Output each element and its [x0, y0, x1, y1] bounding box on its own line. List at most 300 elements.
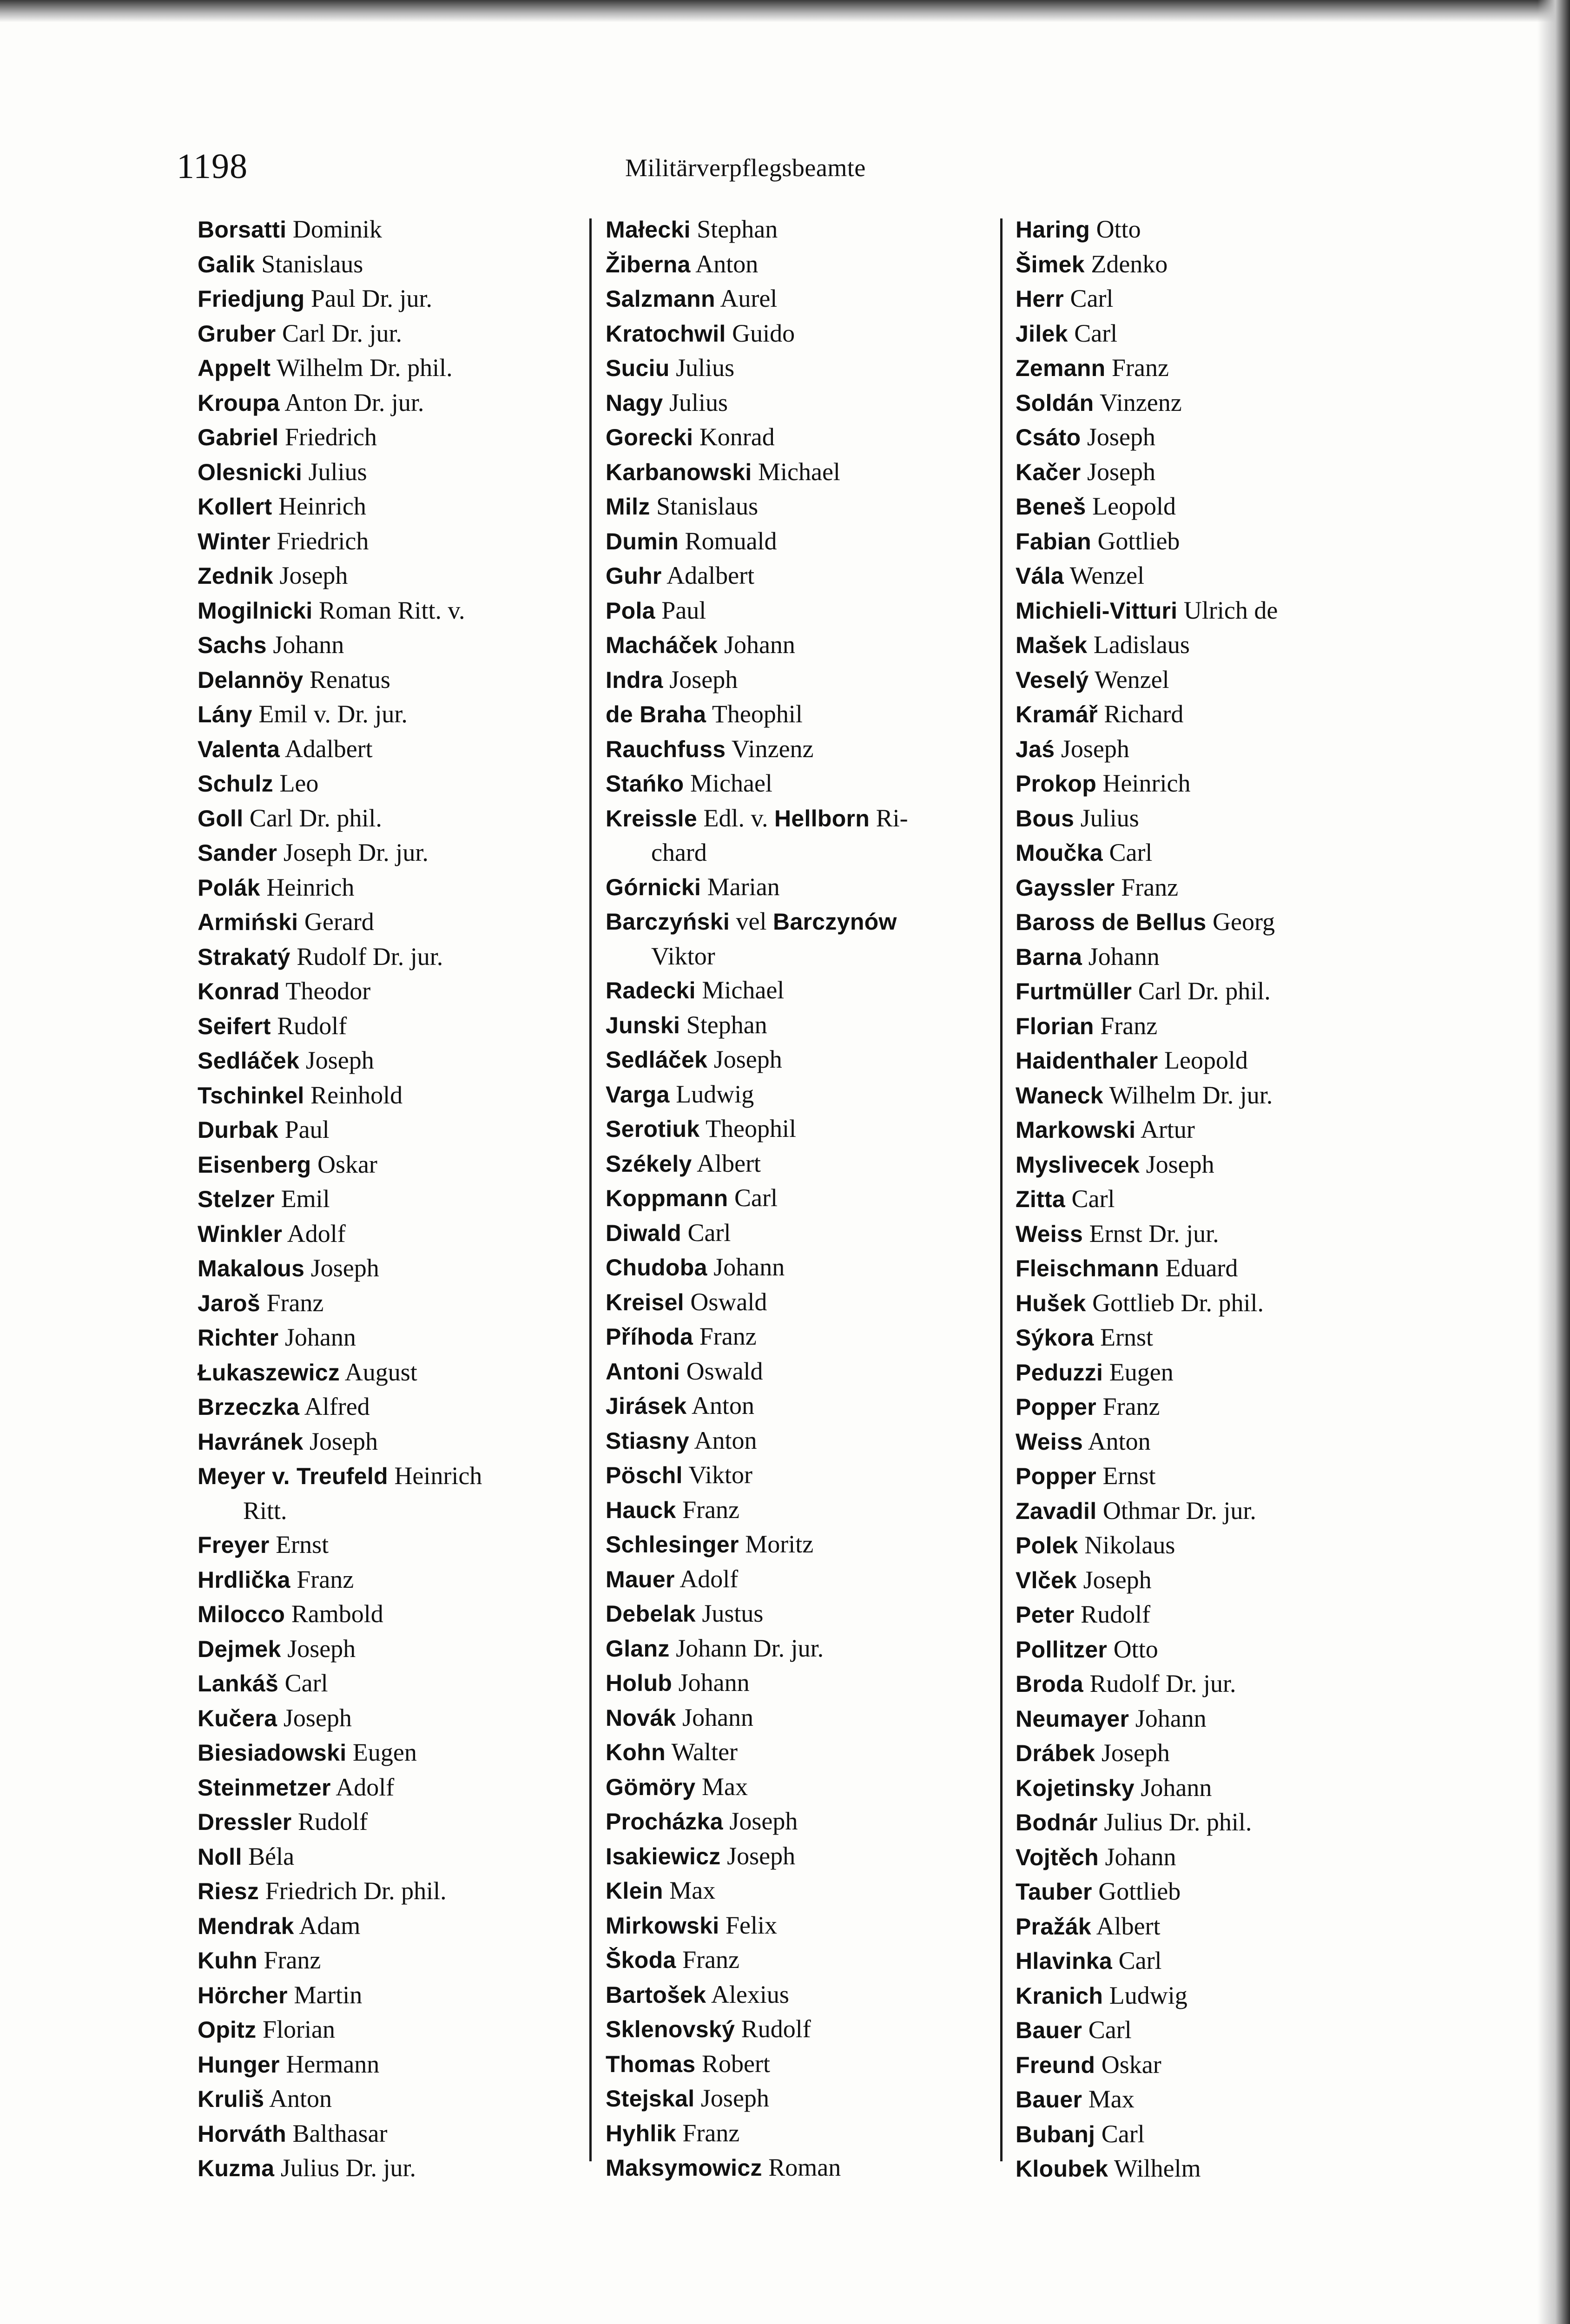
list-item — [606, 1943, 996, 1978]
surname: Hunger — [198, 2051, 280, 2078]
surname-secondary: Barczynów — [773, 909, 897, 935]
given-name: Ernst — [1100, 1323, 1154, 1351]
surname: Kuzma — [198, 2155, 275, 2181]
list-item — [1016, 1078, 1443, 1113]
list-item — [1016, 2152, 1443, 2186]
given-name: Leopold — [1164, 1046, 1248, 1074]
surname: Polák — [198, 874, 260, 901]
column-divider-1 — [589, 218, 592, 2161]
given-name: Franz — [682, 1495, 740, 1524]
surname: Varga — [606, 1081, 670, 1108]
surname: Salzmann — [606, 286, 715, 312]
surname: Górnicki — [606, 874, 701, 900]
given-name: Joseph — [700, 2084, 769, 2112]
list-item — [198, 247, 569, 282]
list-item — [606, 386, 996, 421]
given-name: Oskar — [1101, 2050, 1161, 2079]
given-name: Emil — [281, 1185, 330, 1213]
surname: Jaroš — [198, 1290, 260, 1316]
given-name: Franz — [1121, 873, 1179, 901]
surname: Chudoba — [606, 1254, 707, 1281]
surname: Olesnicki — [198, 459, 303, 485]
list-item — [198, 351, 569, 386]
list-item — [198, 1355, 569, 1390]
list-item — [198, 1078, 569, 1113]
given-name: Ernst — [276, 1531, 329, 1558]
surname: Kuhn — [198, 1948, 257, 1974]
given-name: Johann — [1135, 1704, 1207, 1732]
list-item — [606, 1250, 996, 1285]
surname: Dumin — [606, 528, 679, 555]
given-name: Gottlieb — [1098, 1877, 1181, 1905]
given-name: Felix — [725, 1911, 777, 1939]
list-item — [606, 1458, 996, 1493]
list-item — [1016, 905, 1443, 940]
surname: Bauer — [1016, 2017, 1082, 2043]
given-name: Justus — [702, 1599, 764, 1627]
given-name: Joseph — [729, 1807, 798, 1835]
list-item — [606, 801, 996, 836]
surname: Suciu — [606, 355, 670, 381]
surname: Isakiewicz — [606, 1843, 721, 1869]
surname: Łukaszewicz — [198, 1359, 340, 1386]
list-item — [198, 1148, 569, 1182]
given-name: Leo — [279, 769, 319, 797]
surname: Novák — [606, 1704, 676, 1731]
given-name: Michael — [758, 457, 840, 486]
name-column-3 — [1016, 212, 1443, 2186]
given-name: Friedrich — [284, 423, 377, 451]
list-item — [1016, 559, 1443, 594]
given-name: Leopold — [1092, 492, 1176, 520]
list-item — [1016, 663, 1443, 698]
list-item — [198, 1113, 569, 1148]
surname: Milocco — [198, 1601, 285, 1627]
surname: Mogilnicki — [198, 597, 313, 624]
list-item — [606, 1874, 996, 1908]
surname: Bubanj — [1016, 2121, 1095, 2147]
surname: Kačer — [1016, 459, 1081, 485]
page-right-edge-shadow — [1537, 0, 1570, 2324]
given-name: Joseph — [669, 665, 738, 693]
given-name: Konrad — [699, 423, 775, 451]
list-item — [1016, 1667, 1443, 1702]
list-item — [1016, 594, 1443, 628]
list-item — [198, 1251, 569, 1286]
given-name: Carl — [1109, 838, 1153, 866]
given-name: Julius Dr. jur. — [280, 2154, 416, 2182]
list-item — [606, 1562, 996, 1597]
list-item — [198, 1770, 569, 1805]
surname: Kruliš — [198, 2086, 264, 2112]
surname: Fabian — [1016, 528, 1091, 555]
list-item — [606, 1735, 996, 1770]
given-name: Stephan — [697, 215, 778, 243]
surname: Žiberna — [606, 251, 691, 277]
list-item — [198, 524, 569, 559]
given-name: Ernst — [1102, 1462, 1156, 1490]
surname: Moučka — [1016, 840, 1103, 866]
surname: Antoni — [606, 1358, 680, 1385]
surname: Zitta — [1016, 1186, 1066, 1212]
list-item — [606, 524, 996, 559]
list-item — [606, 1597, 996, 1631]
surname: Meyer v. Treufeld — [198, 1463, 388, 1489]
given-name: Renatus — [309, 665, 390, 693]
list-item — [198, 489, 569, 524]
list-item — [1016, 1598, 1443, 1632]
given-name: Oswald — [690, 1287, 767, 1316]
surname: Soldán — [1016, 390, 1094, 416]
list-item — [198, 1286, 569, 1321]
given-name: Rudolf — [298, 1808, 368, 1835]
list-item — [606, 732, 996, 767]
surname: Gabriel — [198, 424, 279, 450]
list-item — [1016, 524, 1443, 559]
given-name: Béla — [248, 1842, 295, 1870]
list-item — [198, 628, 569, 663]
surname: Mendrak — [198, 1913, 294, 1939]
list-item — [606, 1008, 996, 1043]
list-item — [1016, 351, 1443, 386]
given-name: Dominik — [292, 215, 382, 243]
list-item — [606, 455, 996, 490]
given-name: Joseph Dr. jur. — [283, 838, 429, 866]
surname: Neumayer — [1016, 1705, 1129, 1732]
list-item — [198, 1217, 569, 1252]
given-name: Viktor — [688, 1461, 753, 1489]
given-name: Artur — [1140, 1116, 1195, 1143]
surname: Brzeczka — [198, 1394, 300, 1420]
given-name: Johann — [273, 631, 344, 659]
given-name: Joseph — [713, 1045, 782, 1073]
list-item — [606, 1216, 996, 1251]
given-name: August — [344, 1358, 417, 1386]
given-name: Julius — [669, 388, 728, 416]
list-item — [198, 905, 569, 940]
surname: Markowski — [1016, 1117, 1136, 1143]
given-name: Balthasar — [292, 2119, 388, 2147]
list-item — [606, 1493, 996, 1528]
given-name: Adolf — [287, 1219, 346, 1248]
given-name: Carl Dr. jur. — [282, 319, 402, 347]
list-item — [198, 1978, 569, 2013]
list-item — [198, 1597, 569, 1632]
surname: Biesiadowski — [198, 1740, 347, 1766]
list-item — [198, 1043, 569, 1078]
surname: Lány — [198, 701, 252, 727]
list-item — [198, 1909, 569, 1944]
given-name: Franz — [699, 1322, 757, 1350]
given-name: Anton — [269, 2085, 332, 2113]
list-item — [1016, 1840, 1443, 1875]
surname: Opitz — [198, 2017, 257, 2043]
given-name: Gottlieb — [1097, 527, 1180, 555]
given-name: Joseph — [305, 1046, 374, 1074]
list-item — [606, 1839, 996, 1874]
list-item — [606, 351, 996, 386]
given-name: Franz — [682, 1946, 740, 1974]
list-item — [606, 1978, 996, 2013]
list-item — [198, 871, 569, 905]
given-name: Othmar Dr. jur. — [1102, 1496, 1256, 1525]
given-name: Joseph — [727, 1842, 796, 1870]
surname: Jaś — [1016, 736, 1055, 762]
list-item — [606, 282, 996, 317]
list-item — [606, 559, 996, 594]
list-item — [1016, 386, 1443, 421]
given-name: Florian — [262, 2015, 335, 2043]
surname: Kranich — [1016, 1982, 1103, 2009]
surname: Kučera — [198, 1705, 277, 1731]
surname: Vlček — [1016, 1567, 1077, 1593]
given-name: Walter — [671, 1738, 738, 1766]
surname: Durbak — [198, 1117, 279, 1143]
list-item — [1016, 1979, 1443, 2014]
surname: Freund — [1016, 2052, 1095, 2078]
surname: Serotiuk — [606, 1116, 700, 1142]
given-name: Johann — [1105, 1842, 1176, 1871]
list-item — [1016, 1459, 1443, 1494]
surname: Mirkowski — [606, 1912, 719, 1939]
given-name: Friedrich — [277, 527, 369, 555]
surname: Tschinkel — [198, 1082, 304, 1109]
given-name: Michael — [690, 769, 772, 797]
list-item — [1016, 1632, 1443, 1667]
surname: Vála — [1016, 563, 1064, 589]
surname: Hyhlik — [606, 2120, 676, 2146]
list-item — [198, 1563, 569, 1598]
surname: Kratochwil — [606, 320, 726, 347]
given-name: Heinrich — [278, 492, 366, 520]
given-name: Julius Dr. phil. — [1104, 1808, 1252, 1836]
list-item — [198, 1390, 569, 1425]
list-item — [198, 317, 569, 351]
given-name: Guido — [732, 319, 795, 347]
surname: Goll — [198, 805, 244, 832]
given-name: Stephan — [686, 1010, 767, 1039]
list-item — [1016, 489, 1443, 524]
given-name: Ritt. — [243, 1496, 287, 1525]
list-item — [198, 1874, 569, 1909]
list-item — [606, 1285, 996, 1320]
surname: Bauer — [1016, 2086, 1082, 2113]
given-name: Julius — [676, 354, 735, 382]
surname: Lankáš — [198, 1670, 279, 1697]
list-item — [198, 974, 569, 1009]
given-name: Rudolf — [741, 2015, 811, 2043]
given-name: Edl. v. — [703, 804, 774, 832]
given-name: Johann — [678, 1669, 750, 1697]
given-name: Franz — [682, 2119, 740, 2147]
surname: Kohn — [606, 1739, 666, 1765]
list-item — [606, 1631, 996, 1666]
list-item — [1016, 1251, 1443, 1286]
surname: Stańko — [606, 771, 684, 797]
given-name: Carl — [1101, 2119, 1145, 2148]
list-item — [1016, 732, 1443, 767]
given-name: Julius — [308, 457, 367, 486]
given-name: Wenzel — [1069, 561, 1145, 589]
given-name: Albert — [697, 1149, 761, 1177]
given-name: Max — [702, 1772, 748, 1801]
list-item — [606, 594, 996, 628]
list-item — [1016, 1425, 1443, 1459]
given-name: Zdenko — [1091, 250, 1168, 278]
surname: Gruber — [198, 320, 276, 347]
list-item — [606, 2012, 996, 2047]
list-item — [1016, 766, 1443, 801]
given-name: Theophil — [705, 1115, 796, 1142]
surname: Kreissle — [606, 805, 697, 832]
surname: Tauber — [1016, 1879, 1092, 1905]
list-item — [198, 2013, 569, 2047]
list-item — [1016, 1736, 1443, 1771]
surname: Pöschl — [606, 1462, 683, 1488]
surname: Sedláček — [606, 1047, 708, 1073]
surname: Kroupa — [198, 390, 280, 416]
list-item — [198, 697, 569, 732]
surname: Barna — [1016, 944, 1082, 970]
surname: Kreisel — [606, 1289, 684, 1315]
list-item — [1016, 836, 1443, 871]
given-name: Ludwig — [676, 1080, 754, 1108]
list-item — [1016, 1113, 1443, 1148]
surname: Schulz — [198, 771, 273, 797]
given-name: Anton — [694, 1426, 757, 1454]
name-column-2 — [606, 212, 996, 2185]
list-item — [1016, 317, 1443, 351]
surname: Milz — [606, 494, 650, 520]
list-item — [198, 732, 569, 767]
surname: Kojetinsky — [1016, 1775, 1135, 1801]
surname: Makalous — [198, 1255, 305, 1281]
surname: Zednik — [198, 563, 273, 589]
surname: Veselý — [1016, 667, 1089, 693]
surname: Noll — [198, 1843, 242, 1870]
list-item — [1016, 1909, 1443, 1944]
given-name: Joseph — [310, 1427, 378, 1455]
running-title: Militärverpflegsbeamte — [625, 154, 866, 182]
surname: Maksymowicz — [606, 2155, 762, 2181]
list-item — [606, 317, 996, 351]
list-item — [198, 282, 569, 317]
given-name: Hermann — [286, 2050, 380, 2078]
surname: Rauchfuss — [606, 736, 726, 762]
given-name: Theophil — [712, 700, 803, 728]
list-item-continuation — [606, 836, 996, 870]
surname: Haidenthaler — [1016, 1048, 1158, 1074]
given-name: Friedrich Dr. phil. — [265, 1877, 447, 1905]
list-item — [1016, 1355, 1443, 1390]
given-name: Michael — [702, 976, 785, 1004]
surname: Winter — [198, 528, 270, 555]
surname: Waneck — [1016, 1082, 1103, 1109]
list-item — [606, 1112, 996, 1147]
surname: Valenta — [198, 736, 280, 762]
surname: Peduzzi — [1016, 1359, 1103, 1386]
list-item — [606, 1181, 996, 1216]
list-item — [198, 1736, 569, 1770]
list-item — [198, 420, 569, 455]
given-name: Carl — [1071, 1185, 1115, 1213]
list-item — [606, 2081, 996, 2116]
given-name: Carl Dr. phil. — [249, 804, 382, 832]
surname: de Braha — [606, 701, 706, 727]
surname: Macháček — [606, 632, 718, 658]
given-name: Alfred — [304, 1393, 370, 1420]
surname: Hlavinka — [1016, 1948, 1113, 1974]
given-name: Johann — [713, 1253, 785, 1281]
list-item — [1016, 871, 1443, 905]
list-item — [198, 1320, 569, 1355]
list-item — [606, 663, 996, 698]
list-item — [606, 420, 996, 455]
given-name: Georg — [1213, 908, 1275, 936]
list-item — [606, 1527, 996, 1562]
list-item — [606, 1320, 996, 1354]
surname: Prokop — [1016, 771, 1097, 797]
given-name: Aurel — [720, 284, 778, 312]
list-item — [1016, 212, 1443, 247]
given-name: Carl — [1074, 319, 1118, 347]
given-name: Julius — [1080, 804, 1139, 832]
list-item — [198, 594, 569, 628]
surname: Michieli-Vitturi — [1016, 597, 1178, 624]
column-divider-2 — [1000, 218, 1003, 2161]
given-name: Adolf — [679, 1565, 739, 1593]
given-name: vel — [736, 907, 773, 935]
surname: Riesz — [198, 1878, 259, 1904]
list-item-continuation — [606, 939, 996, 974]
list-item — [606, 1666, 996, 1701]
given-name: Carl — [284, 1669, 328, 1697]
given-name: Roman Ritt. v. — [318, 596, 465, 624]
list-item — [606, 973, 996, 1008]
given-name: Wilhelm Dr. phil. — [276, 354, 453, 382]
surname: Małecki — [606, 217, 691, 243]
given-name: Gottlieb Dr. phil. — [1092, 1288, 1264, 1317]
surname: Hrdlička — [198, 1566, 290, 1593]
surname: Schlesinger — [606, 1532, 739, 1558]
list-item — [198, 663, 569, 698]
surname: Sander — [198, 840, 277, 866]
given-name: Oskar — [317, 1150, 377, 1178]
list-item — [606, 905, 996, 939]
surname: Karbanowski — [606, 459, 752, 485]
given-name: Nikolaus — [1084, 1531, 1175, 1559]
surname: Weiss — [1016, 1428, 1083, 1455]
given-name: Carl — [1088, 2016, 1132, 2044]
list-item — [1016, 1494, 1443, 1529]
given-name: Franz — [1102, 1393, 1160, 1420]
surname: Pollitzer — [1016, 1636, 1108, 1663]
given-name: Ludwig — [1109, 1981, 1187, 2009]
surname: Holub — [606, 1670, 673, 1696]
name-column-1 — [198, 212, 569, 2186]
surname: Csáto — [1016, 424, 1081, 450]
surname: Gömöry — [606, 1774, 696, 1800]
given-name: Otto — [1096, 215, 1141, 243]
given-name: Heinrich — [394, 1462, 482, 1490]
surname: Pola — [606, 597, 655, 624]
given-name: Ulrich de — [1183, 596, 1278, 624]
given-name: Stanislaus — [656, 492, 759, 520]
list-item — [1016, 1217, 1443, 1252]
list-item — [1016, 455, 1443, 490]
list-item — [1016, 1944, 1443, 1979]
surname: Kloubek — [1016, 2156, 1108, 2182]
